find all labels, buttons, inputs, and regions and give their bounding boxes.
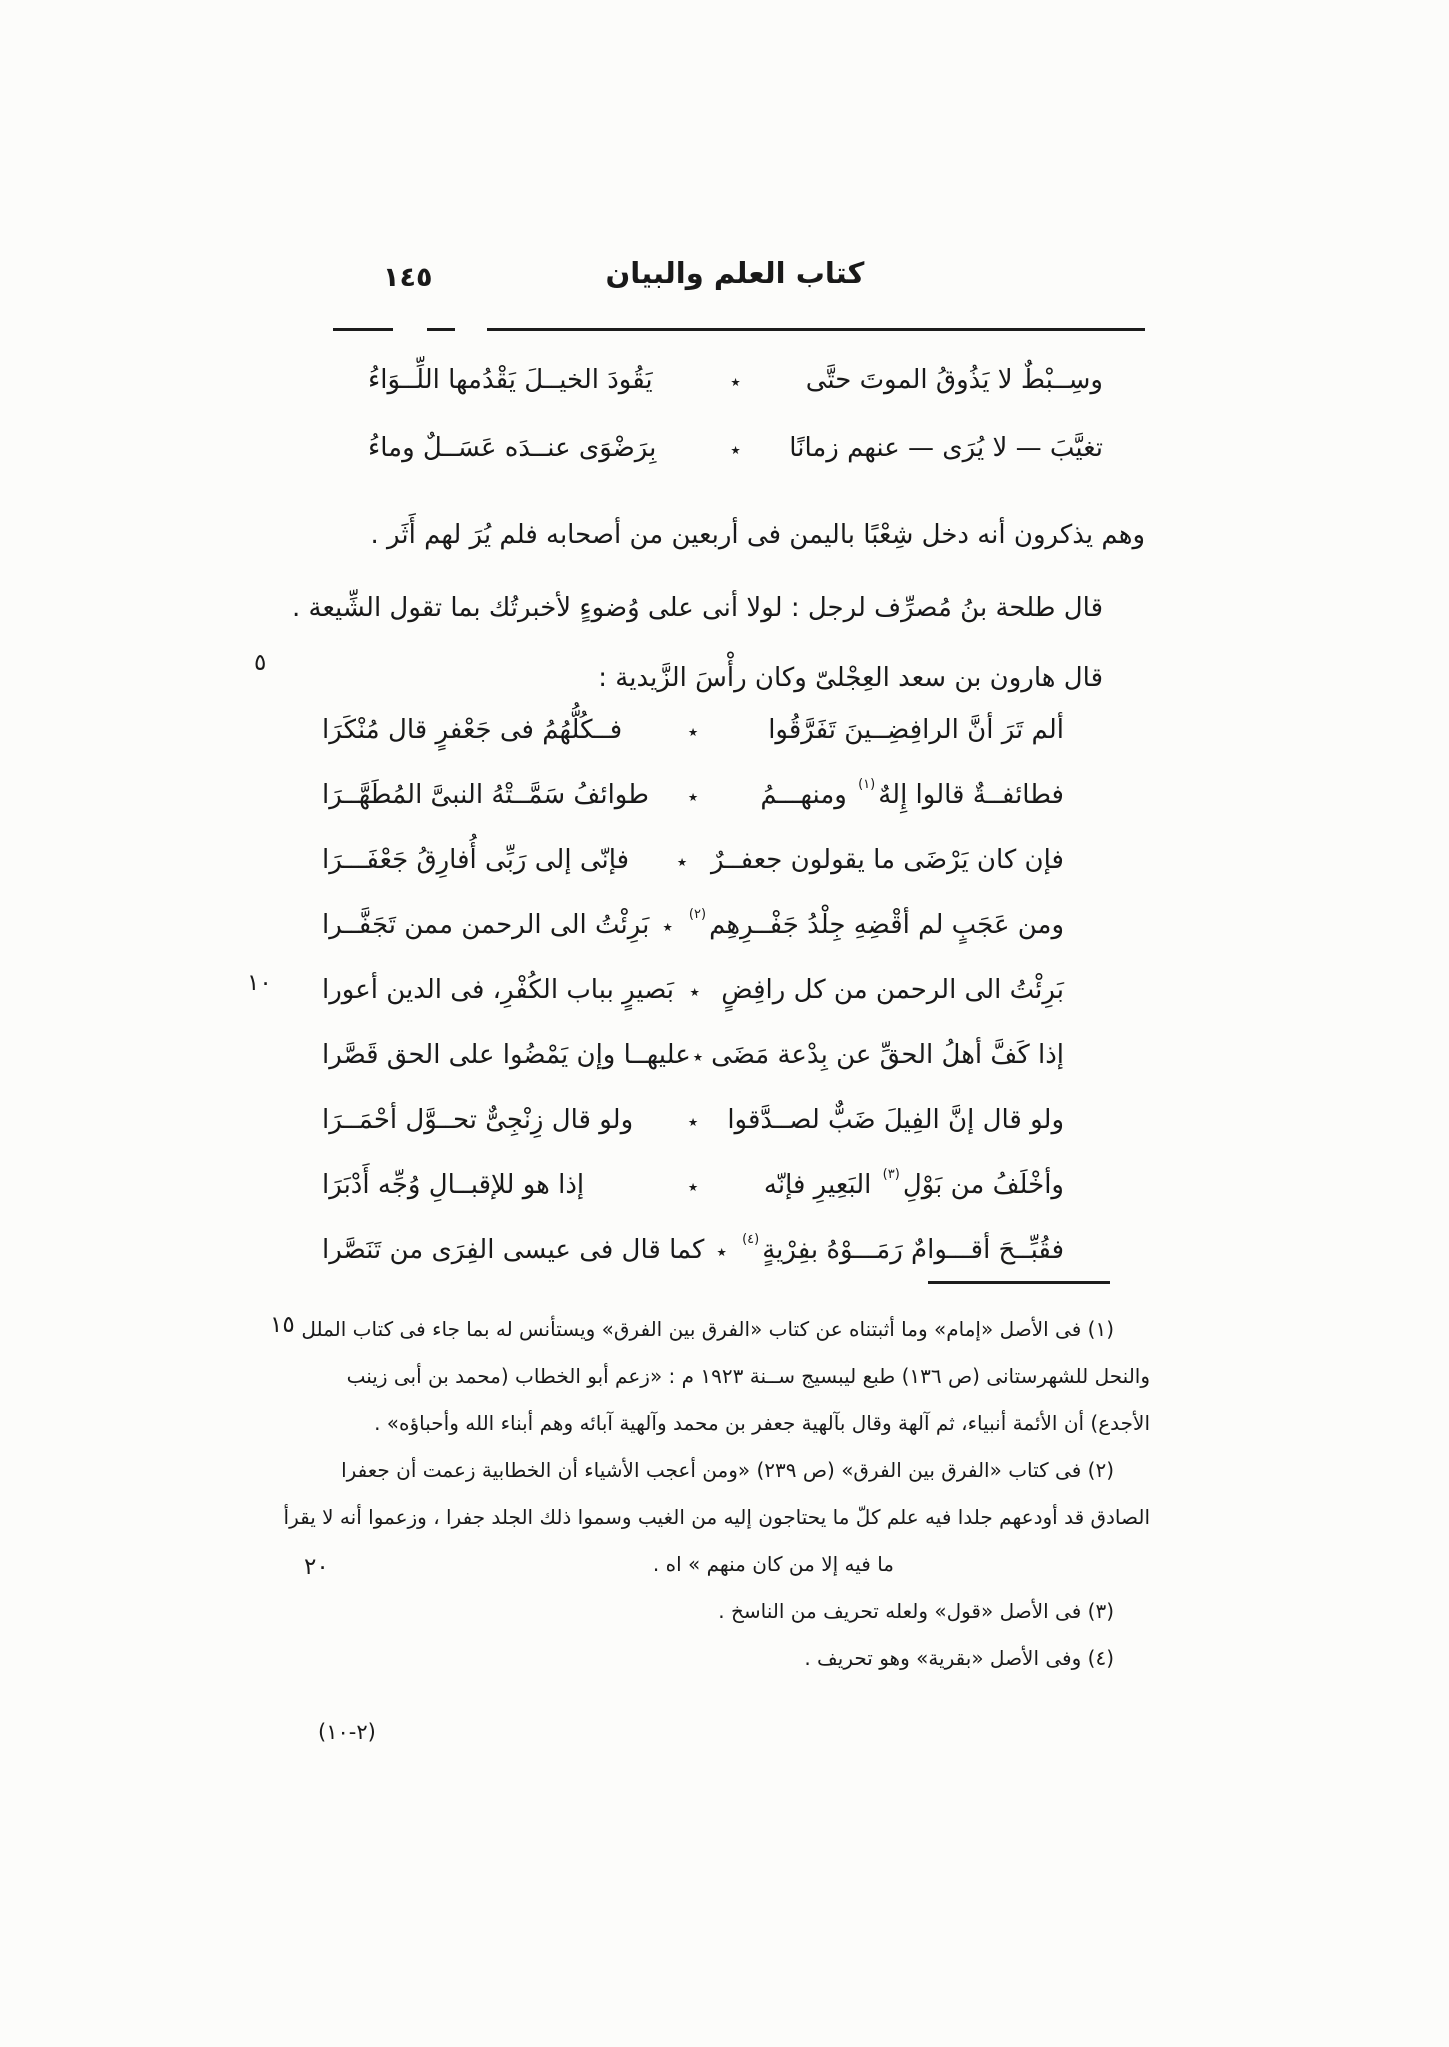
margin-line-number: ١٥: [270, 1312, 295, 1338]
hemistich-right: بَرِئْتُ الى الرحمن من كل رافِضٍ: [721, 975, 1064, 1005]
footnotes-block: [264, 1306, 1150, 1682]
hemistich-right: ولو قال إنَّ الفِيلَ ضَبٌّ لصــدَّقوا: [727, 1105, 1064, 1135]
footnote-line: (٤) وفى الأصل «بقرية» وهو تحريف .: [804, 1646, 1114, 1670]
footnote-marker: (٢): [688, 907, 707, 922]
hemistich-star: ٭: [687, 786, 699, 808]
rule-segment: [427, 328, 455, 331]
page-title: كتاب العلم والبيان: [605, 256, 865, 290]
rule-segment: [333, 328, 393, 331]
header-rule: [333, 327, 1145, 331]
verse-line: [322, 958, 1064, 1023]
page-number: ١٤٥: [383, 262, 433, 293]
verse-line: [322, 1088, 1064, 1153]
hemistich-left: بَصيرٍ بباب الكُفْرِ، فى الدين أعورا: [322, 975, 675, 1005]
footnote-line: (٣) فى الأصل «قول» ولعله تحريف من الناسخ .: [718, 1599, 1114, 1623]
footnote-marker: (١): [858, 777, 876, 792]
hemistich-right: وسِــبْطٌ لا يَذُوقُ الموتَ حتَّى: [805, 365, 1103, 395]
footnote-line: ما فيه إلا من كان منهم » اه .: [652, 1552, 894, 1576]
zaydi-poem: [322, 698, 1064, 1283]
hemistich-left: بَرِئْتُ الى الرحمن ممن تَجَفَّــرا: [322, 910, 650, 940]
verse-line: [322, 698, 1064, 763]
hemistich-right: فإن كان يَرْضَى ما يقولون جعفــرٌ: [711, 845, 1064, 875]
footnote-line: الأجدع) أن الأئمة أنبياء، ثم آلهة وقال بآلهية جعفر بن محمد وآلهية آبائه وهم أبناء الله وأحباؤه» .: [374, 1411, 1150, 1435]
verse-line: [322, 1218, 1064, 1283]
hemistich-star: ٭: [687, 721, 699, 743]
verse-line: [368, 414, 1103, 482]
signature-mark: (٢-١٠): [318, 1720, 376, 1744]
hemistich-left: طوائفُ سَمَّــتْهُ النبىَّ المُطَهَّــرَا: [322, 780, 649, 810]
hemistich-left: عليهــا وإن يَمْضُوا على الحق قَصَّرا: [322, 1040, 691, 1070]
hemistich-star: ٭: [730, 371, 741, 393]
margin-line-number: ١٠: [247, 970, 272, 996]
prose-line: قال طلحة بنُ مُصرِّف لرجل : لولا أنى على وُضوءٍ لأخبرتُك بما تقول الشِّيعة .: [291, 593, 1103, 623]
hemistich-star: ٭: [716, 1241, 727, 1263]
hemistich-star: ٭: [687, 1176, 699, 1198]
verse-line: [322, 828, 1064, 893]
rule-segment: [487, 328, 1145, 331]
hemistich-left: إذا هو للإقبــالِ وُجِّه أَدْبَرَا: [322, 1170, 585, 1200]
hemistich-right: ومن عَجَبٍ لم أقْضِهِ جِلْدُ جَفْــرِهِم$^{(٢)}$: [688, 907, 1064, 940]
hemistich-star: ٭: [687, 1111, 699, 1133]
hemistich-left: فــكُلُّهُمُ فى جَعْفرٍ قال مُنْكَرَا: [322, 715, 623, 745]
hemistich-left: بِرَضْوَى عنــدَه عَسَــلٌ وماءُ: [368, 433, 657, 463]
hemistich-star: ٭: [730, 439, 741, 461]
hemistich-right: وأخْلَفُ من بَوْلِ$^{(٣)}$ البَعِيرِ فإنّه: [763, 1167, 1064, 1200]
verse-line: [368, 346, 1103, 414]
hemistich-star: ٭: [689, 981, 700, 1003]
margin-line-number: ٥: [254, 650, 267, 676]
prose-line: قال هارون بن سعد العِجْلىّ وكان رأْسَ الزَّيدية :: [598, 663, 1103, 693]
hemistich-right: فقُبِّــحَ أقـــوامٌ رَمَـــوْهُ بفِرْيةٍ$^{(٤)}$: [742, 1232, 1064, 1265]
footnote-marker: (٤): [742, 1232, 760, 1247]
hemistich-right: تغيَّبَ — لا يُرَى — عنهم زمانًا: [789, 433, 1103, 463]
hemistich-left: فإنّى إلى رَبِّى أُفارِقُ جَعْفَـــرَا: [322, 845, 630, 875]
hemistich-right: ألم تَرَ أنَّ الرافِضِــينَ تَفَرَّقُوا: [768, 715, 1064, 745]
hemistich-star: ٭: [662, 916, 673, 938]
hemistich-star: ٭: [692, 1046, 704, 1068]
opening-poem: [368, 346, 1103, 482]
margin-line-number: ٢٠: [304, 1554, 329, 1580]
verse-line: [322, 763, 1064, 828]
footnote-separator-rule: [928, 1281, 1110, 1284]
verse-line: [322, 1153, 1064, 1218]
hemistich-star: ٭: [676, 851, 688, 873]
prose-line: وهم يذكرون أنه دخل شِعْبًا باليمن فى أربعين من أصحابه فلم يُرَ لهم أَثَر .: [370, 520, 1145, 550]
hemistich-left: يَقُودَ الخيــلَ يَقْدُمها اللِّــوَاءُ: [368, 365, 653, 395]
footnote-line: (١) فى الأصل «إمام» وما أثبتناه عن كتاب «الفرق بين الفرق» ويستأنس له بما جاء فى كتاب الملل: [301, 1317, 1114, 1341]
footnote-line: الصادق قد أودعهم جلدا فيه علم كلّ ما يحتاجون إليه من الغيب وسموا ذلك الجلد جفرا ، وزعموا أنه لا يقرأ: [283, 1505, 1150, 1529]
verse-line: [322, 1023, 1064, 1088]
footnote-marker: (٣): [882, 1167, 900, 1182]
verse-line: [322, 893, 1064, 958]
hemistich-right: فطائفــةٌ قالوا إِلهٌ$^{(١)}$ ومنهـــمُ: [760, 777, 1064, 810]
hemistich-left: ولو قال زِنْجِىٌّ تحــوَّل أحْمَــرَا: [322, 1105, 634, 1135]
footnote-line: والنحل للشهرستانى (ص ١٣٦) طبع ليبسيج ســنة ١٩٢٣ م : «زعم أبو الخطاب (محمد بن أبى زينب: [346, 1364, 1150, 1388]
hemistich-left: كما قال فى عيسى الفِرَى من تَنَصَّرا: [322, 1235, 705, 1265]
hemistich-right: إذا كَفَّ أهلُ الحقِّ عن بِدْعة مَضَى: [711, 1040, 1064, 1070]
footnote-line: (٢) فى كتاب «الفرق بين الفرق» (ص ٢٣٩) «ومن أعجب الأشياء أن الخطابية زعمت أن جعفرا: [341, 1458, 1114, 1482]
